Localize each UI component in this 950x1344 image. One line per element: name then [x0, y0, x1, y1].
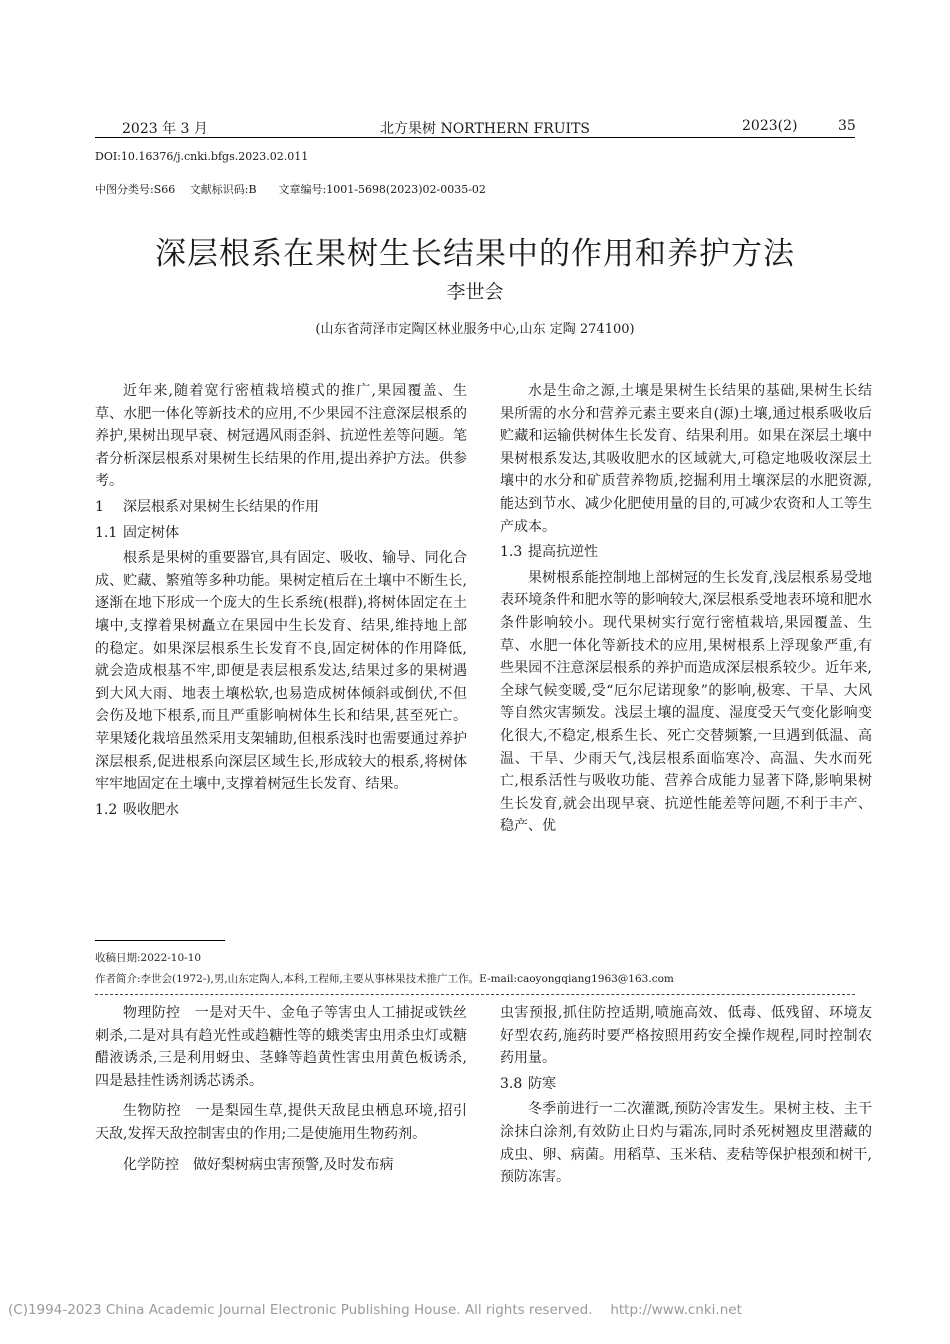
footnote-rule — [95, 940, 225, 941]
author-bio: 作者简介:李世会(1972-),男,山东定陶人,本科,工程师,主要从事林果技术推广工作。E-mail:caoyongqiang1963@163.com — [95, 973, 674, 985]
right-column — [500, 380, 872, 838]
section-title: 提高抗逆性 — [528, 544, 598, 561]
section-title: 固定树体 — [123, 524, 179, 541]
section-number: 1.1 — [95, 524, 118, 541]
affiliation: (山东省菏泽市定陶区林业服务中心,山东 定陶 274100) — [315, 322, 635, 337]
section-1-2-paragraph: 水是生命之源,土壤是果树生长结果的基础,果树生长结果所需的水分和营养元素主要来自(源)土壤,通过根系吸收后贮藏和运输供树体生长发育、结果利用。如果在深层土壤中果树根系发达,其吸收肥水的区域就大,可稳定地吸收深层土壤中的水分和矿质营养物质,挖掘利用土壤深层的水肥资源,能达到节水、减少化肥使用量的目的,可减少农资和人工等生产成本。 — [500, 383, 872, 535]
header-page-number: 35 — [838, 118, 856, 134]
section-1-heading — [95, 496, 467, 519]
pest-forecast-paragraph: 虫害预报,抓住防控适期,喷施高效、低毒、低残留、环境友好型农药,施药时要严格按照用药安全操作规程,同时控制农药用量。 — [500, 1005, 872, 1067]
copyright-footer: (C)1994-2023 China Academic Journal Electronic Publishing House. All rights reserved. http://www.cnki.net — [8, 1302, 742, 1318]
section-1-2-heading — [95, 799, 467, 822]
header-journal: 北方果树 NORTHERN FRUITS — [380, 121, 590, 137]
intro-paragraph: 近年来,随着宽行密植栽培模式的推广,果园覆盖、生草、水肥一体化等新技术的应用,不少果园不注意深层根系的养护,果树出现早衰、树冠遇风雨歪斜、抗逆性差等问题。笔者分析深层根系对果树生长结果的作用,提出养护方法。供参考。 — [95, 383, 467, 490]
author-name: 李世会 — [446, 281, 504, 303]
article-title: 深层根系在果树生长结果中的作用和养护方法 — [155, 236, 795, 272]
classification-line: 中图分类号:S66 文献标识码:B 文章编号:1001-5698(2023)02-0035-02 — [95, 183, 486, 196]
section-number: 3.8 — [500, 1075, 523, 1092]
section-3-8-heading — [500, 1073, 872, 1096]
header-issue: 2023(2) — [742, 118, 798, 134]
header-rule — [95, 137, 855, 138]
section-1-1-heading — [95, 522, 467, 545]
section-1-3-paragraph: 果树根系能控制地上部树冠的生长发育,浅层根系易受地表环境条件和肥水等的影响较大,深层根系受地表环境和肥水条件影响较小。现代果树实行宽行密植栽培,果园覆盖、生草、水肥一体化等新技术的应用,果树根系上浮现象严重,有些果园不注意深层根系的养护而造成深层根系较少。近年来,全球气候变暖,受“厄尔尼诺现象”的影响,极寒、干旱、大风等自然灾害频发。浅层土壤的温度、湿度受天气变化影响变化很大,不稳定,根系生长、死亡交替频繁,一旦遇到低温、高温、干旱、少雨天气,浅层根系面临寒冷、高温、失水而死亡,根系活性与吸收功能、营养合成能力显著下降,影响果树生长发育,就会出现早衰、抗逆性能差等问题,不利于丰产、稳产、优 — [500, 569, 872, 835]
lower-left-column — [95, 1002, 467, 1176]
cold-protection-paragraph: 冬季前进行一二次灌溉,预防冷害发生。果树主枝、主干涂抹白涂剂,有效防止日灼与霜冻,同时杀死树翘皮里潜藏的成虫、卵、病菌。用稻草、玉米秸、麦秸等保护根颈和树干,预防冻害。 — [500, 1101, 872, 1186]
section-title: 深层根系对果树生长结果的作用 — [123, 498, 319, 515]
section-title: 防寒 — [528, 1075, 556, 1092]
received-date: 收稿日期:2022-10-10 — [95, 952, 202, 964]
physical-control-paragraph: 物理防控 一是对天牛、金龟子等害虫人工捕捉或铁丝刺杀,二是对具有趋光性或趋糖性等的蛾类害虫用杀虫灯或糖醋液诱杀,三是利用蚜虫、茎蜂等趋黄性害虫用黄色板诱杀,四是悬挂性诱剂诱芯诱杀。 — [95, 1005, 467, 1089]
chemical-control-paragraph: 化学防控 做好梨树病虫害预警,及时发布病 — [123, 1156, 394, 1173]
biological-control-paragraph: 生物防控 一是梨园生草,提供天敌昆虫栖息环境,招引天敌,发挥天敌控制害虫的作用;二是使施用生物药剂。 — [95, 1103, 467, 1142]
section-number: 1 — [95, 498, 104, 515]
lower-right-column — [500, 1002, 872, 1189]
section-number: 1.2 — [95, 801, 118, 818]
doi: DOI:10.16376/j.cnki.bfgs.2023.02.011 — [95, 150, 309, 163]
section-1-1-paragraph: 根系是果树的重要器官,具有固定、吸收、输导、同化合成、贮藏、繁殖等多种功能。果树定植后在土壤中不断生长,逐渐在地下形成一个庞大的生长系统(根群),将树体固定在土壤中,支撑着果树矗立在果园中生长发育、结果,维持地上部的稳定。如果深层根系生长发育不良,固定树体的作用降低,就会造成根基不牢,即便是表层根系发达,结果过多的果树遇到大风大雨、地表土壤松软,也易造成树体倾斜或倒伏,不但会伤及地下根系,而且严重影响树体生长和结果,甚至死亡。苹果矮化栽培虽然采用支架辅助,但根系浅时也需要通过养护深层根系,促进根系向深层区域生长,形成较大的根系,将树体牢牢地固定在土壤中,支撑着树冠生长发育、结果。 — [95, 550, 467, 793]
header-date: 2023 年 3 月 — [122, 121, 208, 137]
left-column — [95, 380, 467, 824]
section-title: 吸收肥水 — [123, 801, 179, 818]
section-1-3-heading — [500, 541, 872, 564]
section-number: 1.3 — [500, 544, 523, 561]
article-separator — [95, 994, 855, 995]
